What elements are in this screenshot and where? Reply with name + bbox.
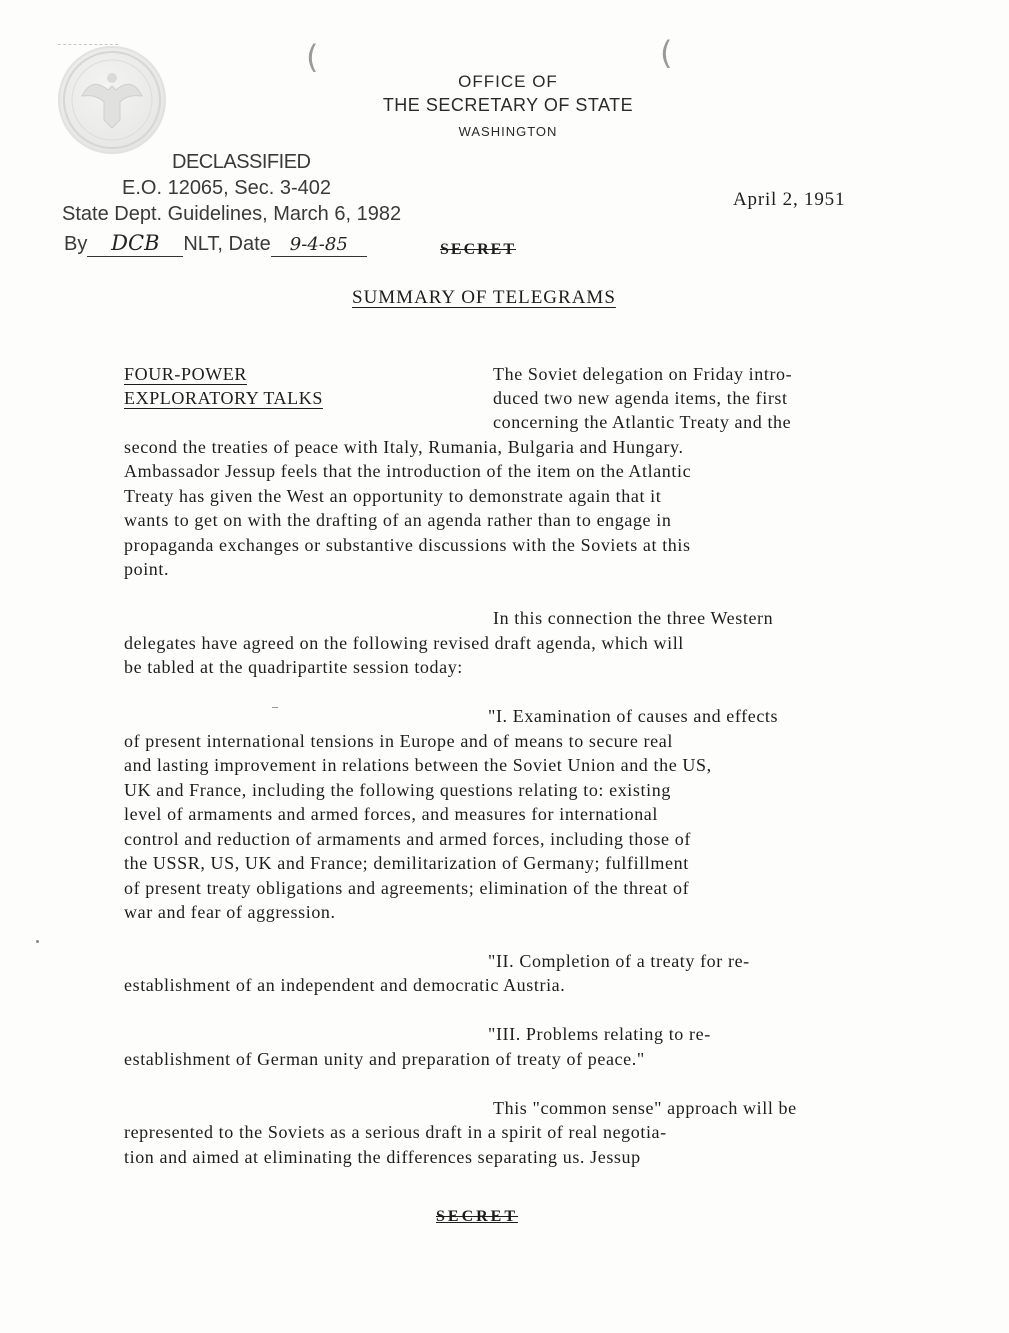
classification-bottom: SECRET bbox=[436, 1208, 519, 1225]
text-line: UK and France, including the following questions relating to: existing bbox=[124, 780, 671, 800]
text-line: Treaty has given the West an opportunity to demonstrate again that it bbox=[124, 486, 662, 506]
nlt-label: NLT, Date bbox=[183, 233, 271, 255]
document-date: April 2, 1951 bbox=[733, 189, 846, 210]
text-line: "III. Problems relating to re- bbox=[488, 1024, 711, 1044]
by-line bbox=[64, 231, 367, 257]
text-line: the USSR, US, UK and France; demilitarization of Germany; fulfillment bbox=[124, 853, 689, 873]
speck-mark bbox=[36, 940, 39, 943]
text-line: represented to the Soviets as a serious draft in a spirit of real negotia- bbox=[124, 1122, 667, 1142]
text-line: "I. Examination of causes and effects bbox=[488, 706, 779, 726]
text-line: "II. Completion of a treaty for re- bbox=[488, 951, 750, 971]
text-line: control and reduction of armaments and armed forces, including those of bbox=[124, 829, 691, 849]
text-line: point. bbox=[124, 559, 170, 579]
speck-mark bbox=[272, 707, 278, 708]
by-label: By bbox=[64, 233, 88, 255]
guidelines-line: State Dept. Guidelines, March 6, 1982 bbox=[62, 203, 402, 225]
section-heading-line-1: FOUR-POWER bbox=[124, 364, 248, 384]
text-line: wants to get on with the drafting of an agenda rather than to engage in bbox=[124, 510, 672, 530]
text-line: be tabled at the quadripartite session today: bbox=[124, 657, 463, 677]
text-line: propaganda exchanges or substantive discussions with the Soviets at this bbox=[124, 535, 691, 555]
embossed-seal bbox=[58, 46, 166, 154]
section-heading-line-2: EXPLORATORY TALKS bbox=[124, 388, 323, 408]
declassified-label: DECLASSIFIED bbox=[172, 151, 311, 173]
text-line: The Soviet delegation on Friday intro- bbox=[493, 364, 793, 384]
executive-order: E.O. 12065, Sec. 3-402 bbox=[122, 177, 332, 199]
classification-top: SECRET bbox=[440, 241, 517, 258]
text-line: and lasting improvement in relations between the Soviet Union and the US, bbox=[124, 755, 712, 775]
text-line: Ambassador Jessup feels that the introduction of the item on the Atlantic bbox=[124, 461, 692, 481]
margin-mark-right: ( bbox=[660, 34, 673, 72]
by-initials: DCB bbox=[111, 231, 160, 255]
seal-mark bbox=[58, 44, 118, 53]
date-field bbox=[271, 233, 367, 257]
by-field bbox=[87, 231, 183, 257]
text-line: war and fear of aggression. bbox=[124, 902, 336, 922]
margin-mark-left: ( bbox=[306, 38, 319, 76]
text-line: of present treaty obligations and agreements; elimination of the threat of bbox=[124, 878, 690, 898]
document-title: SUMMARY OF TELEGRAMS bbox=[352, 287, 616, 308]
office-line-3: WASHINGTON bbox=[458, 124, 558, 139]
text-line: concerning the Atlantic Treaty and the bbox=[493, 412, 792, 432]
text-line: In this connection the three Western bbox=[493, 608, 774, 628]
text-line: second the treaties of peace with Italy, Rumania, Bulgaria and Hungary. bbox=[124, 437, 684, 457]
text-line: establishment of an independent and democratic Austria. bbox=[124, 975, 566, 995]
text-line: of present international tensions in Europe and of means to secure real bbox=[124, 731, 673, 751]
eagle-seal-icon bbox=[58, 46, 166, 154]
declassification-date: 9-4-85 bbox=[289, 234, 348, 255]
office-line-2: THE SECRETARY OF STATE bbox=[382, 95, 634, 115]
text-line: duced two new agenda items, the first bbox=[493, 388, 788, 408]
text-line: level of armaments and armed forces, and measures for international bbox=[124, 804, 658, 824]
text-line: establishment of German unity and preparation of treaty of peace." bbox=[124, 1049, 645, 1069]
text-line: tion and aimed at eliminating the differences separating us. Jessup bbox=[124, 1147, 641, 1167]
text-line: This "common sense" approach will be bbox=[493, 1098, 797, 1118]
text-line: delegates have agreed on the following revised draft agenda, which will bbox=[124, 633, 684, 653]
office-line-1: OFFICE OF bbox=[458, 72, 558, 91]
